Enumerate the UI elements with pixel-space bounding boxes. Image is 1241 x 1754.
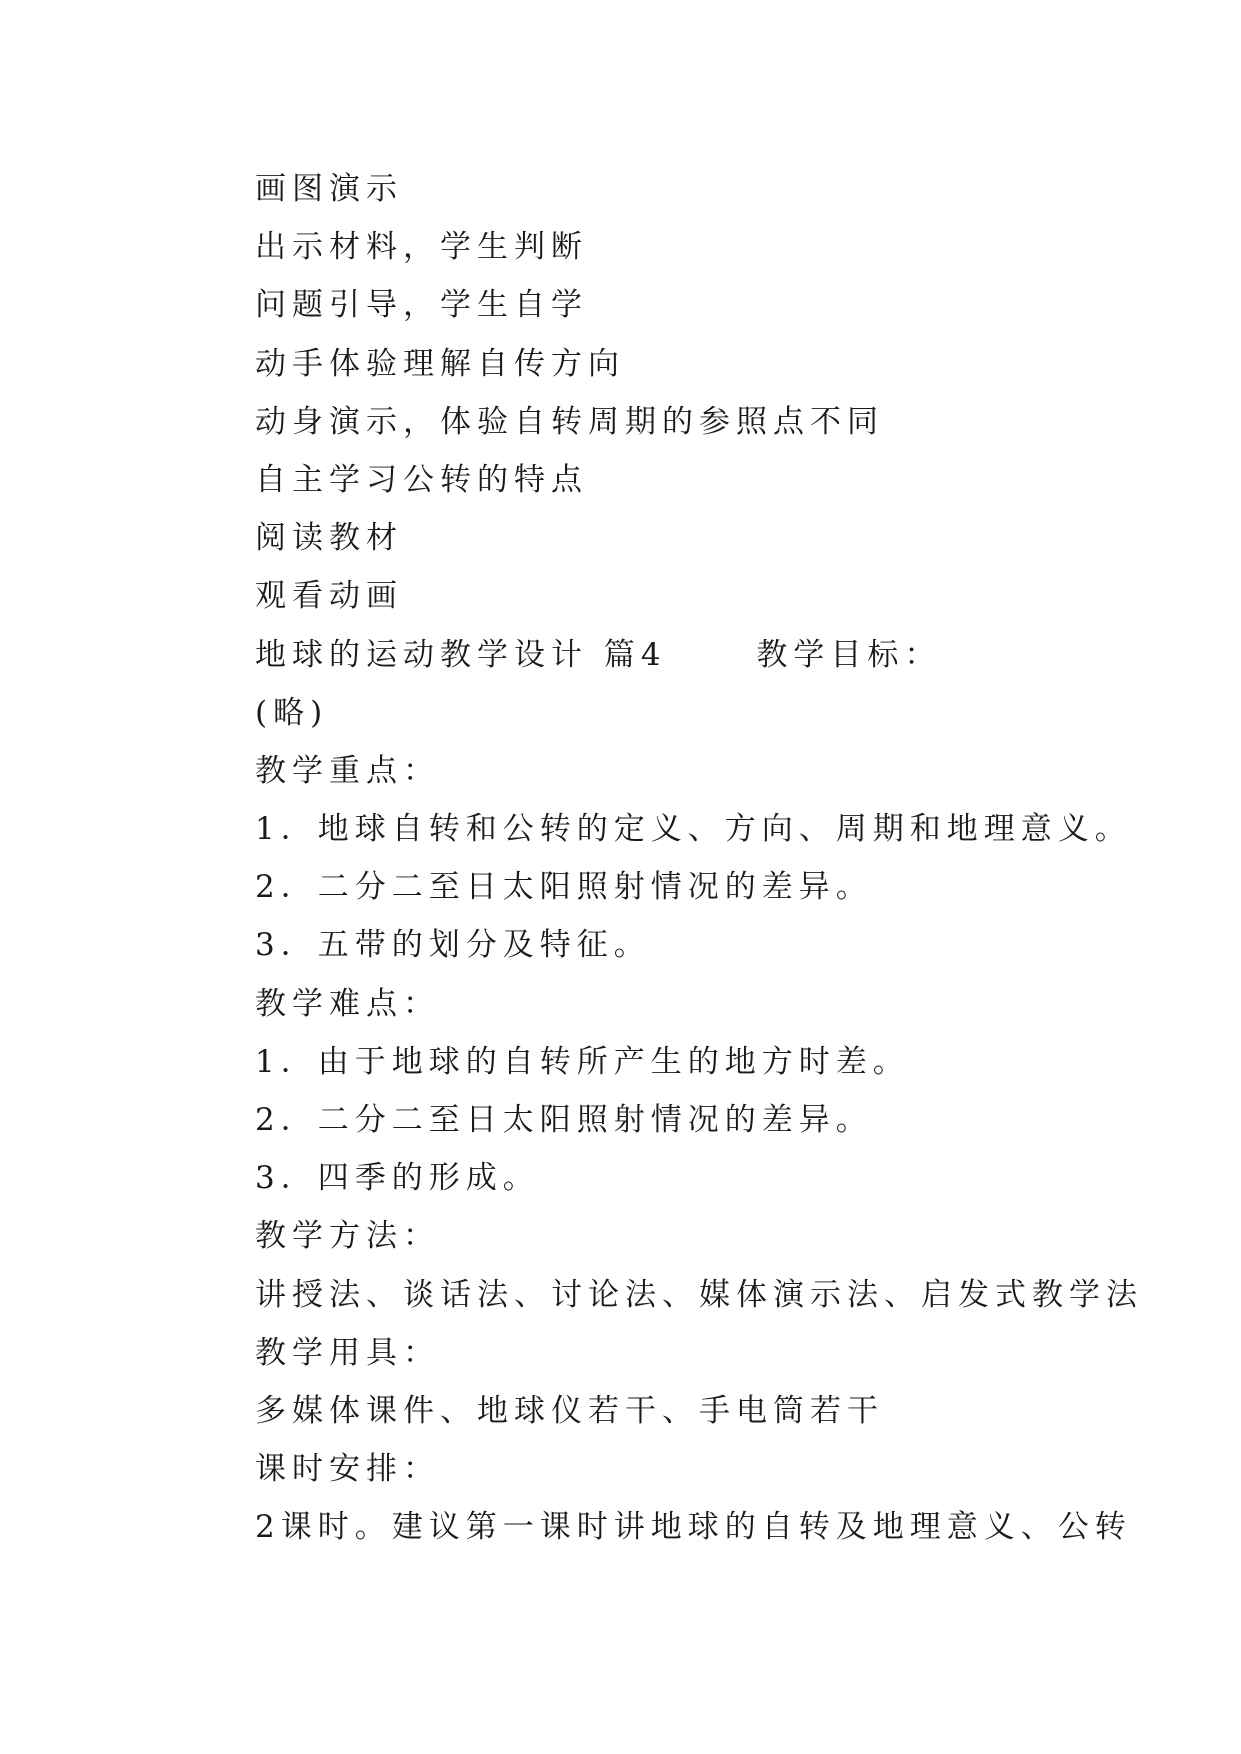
list-item: 3．四季的形成。: [255, 1160, 540, 1197]
document-body: [255, 160, 1143, 1557]
text-line: 观看动画: [255, 578, 403, 615]
section-label: 教学方法：: [255, 1218, 440, 1255]
section-label: 教学难点：: [255, 985, 440, 1022]
text-line: 动手体验理解自传方向: [255, 345, 625, 382]
text-line: 2课时。建议第一课时讲地球的自转及地理意义、公转: [255, 1509, 1132, 1546]
text-line: 出示材料，学生判断: [255, 229, 588, 266]
text-line: 讲授法、谈话法、讨论法、媒体演示法、启发式教学法: [255, 1276, 1143, 1313]
list-item: 2．二分二至日太阳照射情况的差异。: [255, 1102, 873, 1138]
list-item: 2．二分二至日太阳照射情况的差异。: [255, 869, 873, 906]
text-line: 自主学习公转的特点: [255, 461, 588, 498]
text-line: 多媒体课件、地球仪若干、手电筒若干: [255, 1392, 884, 1429]
section-label: 课时安排：: [255, 1451, 440, 1488]
section-heading: 地球的运动教学设计 篇4 教学目标：: [255, 636, 942, 673]
text-line: 问题引导，学生自学: [255, 287, 588, 324]
text-line: 动身演示，体验自转周期的参照点不同: [255, 403, 884, 440]
text-line: 阅读教材: [255, 520, 403, 557]
text-line: (略): [255, 694, 329, 731]
list-item: 1．由于地球的自转所产生的地方时差。: [255, 1043, 910, 1080]
text-line: 画图演示: [255, 171, 403, 207]
list-item: 3．五带的划分及特征。: [255, 927, 651, 964]
section-label: 教学用具：: [255, 1334, 440, 1371]
section-label: 教学重点：: [255, 752, 440, 789]
list-item: 1．地球自转和公转的定义、方向、周期和地理意义。: [255, 811, 1132, 848]
